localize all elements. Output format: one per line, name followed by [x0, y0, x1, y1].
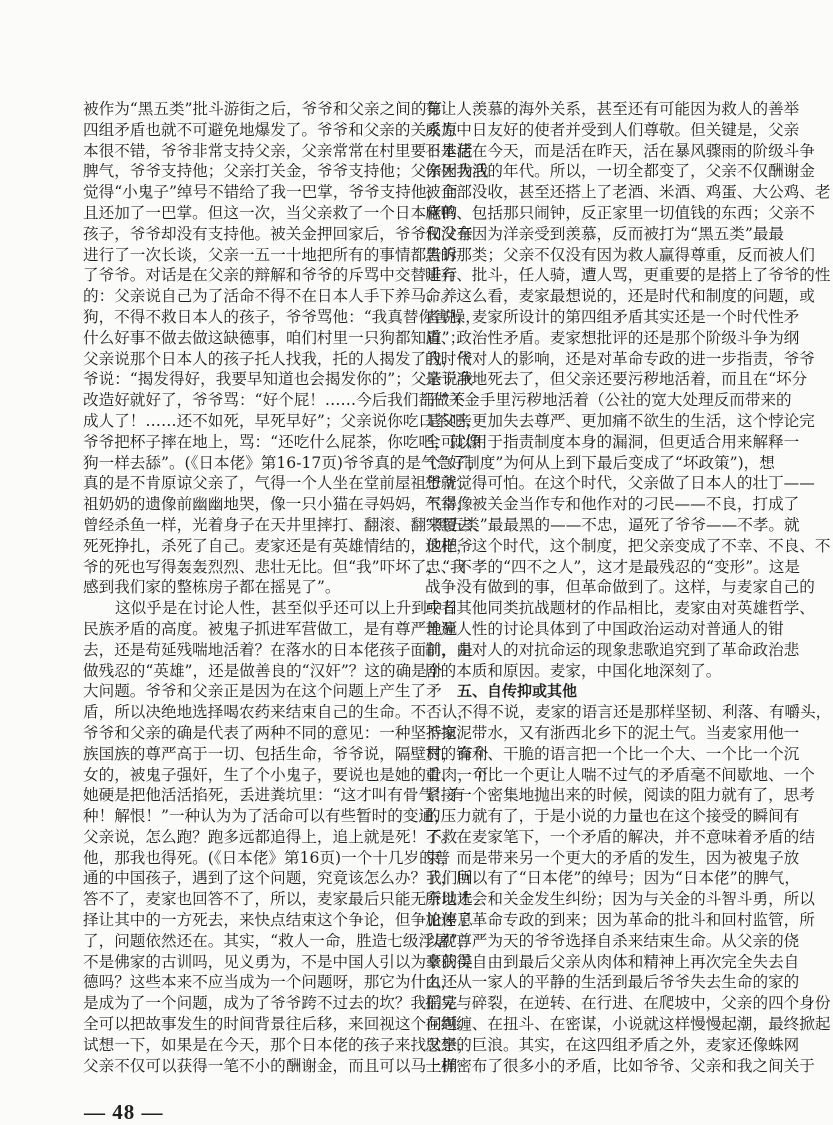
text-line: 个“好制度”为何从上到下最后变成了“坏政策”)，想	[425, 453, 775, 472]
text-line: 全可以把故事发生的时间背景往后移，来回视这个问题。	[83, 1015, 473, 1034]
text-line: 不得不说，麦家的语言还是那样坚韧、利落、有嚼头，	[457, 703, 832, 722]
text-line: 大问题。爷爷和父亲正是因为在这个问题上产生了矛	[83, 682, 442, 701]
text-line: 这样，这个时代，这个制度，把父亲变成了不幸、不良、不	[425, 536, 831, 555]
text-line: 真的是不肯原谅父亲了，气得一个人坐在堂前屋祖爷爷、	[83, 474, 473, 493]
text-line: 战争没有做到的事，但革命做到了。这样，与麦家自己的	[425, 578, 815, 597]
text-line: 做残忍的“英雄”，还是做善良的“汉奸”？这的确是个	[83, 661, 443, 680]
text-line: 麻鸭、包括那只闹钟，反正家里一切值钱的东西；父亲不	[425, 203, 815, 222]
text-line: 族国族的尊严高于一切、包括生命，爷爷说，隔壁村，有个	[83, 744, 489, 763]
text-line: 命。这么看，麦家最想说的，还是时代和制度的问题，或	[425, 287, 815, 306]
right-text-column	[425, 99, 832, 1076]
text-line: 不幸，被关金当作专和他作对的刁民——不良，打成了	[425, 495, 800, 514]
text-line: 答不了，麦家也回答不了，所以，麦家最后只能无奈地选	[83, 890, 473, 909]
text-line: 加速了革命专政的到来；因为革命的批斗和回村监管，所	[425, 911, 815, 930]
text-line: 束，而是带来另一个更大的矛盾的发生，因为被鬼子放	[425, 848, 800, 867]
text-line: 了，所以有了“日本佬”的绰号；因为“日本佬”的脾气，	[425, 869, 800, 888]
text-line: 什么好事不做去做这缺德事，咱们村里一只狗都知道”；	[83, 328, 466, 347]
text-line: 了，问题依然还在。其实，“救人一命，胜造七级浮屠”，	[83, 931, 474, 950]
text-line: 不是活在今天，而是活在昨天，活在暴风骤雨的阶级斗争	[425, 141, 815, 160]
text-line: 本很不错，爷爷非常支持父亲，父亲常常在村里要日本佬	[83, 141, 473, 160]
text-line: 爷爷和父亲的确是代表了两种不同的意见：一种坚持家	[83, 723, 458, 742]
text-line: 或者其他同类抗战题材的作品相比，麦家由对英雄哲学、	[425, 599, 815, 618]
text-line: 想就觉得可怕。在这个时代，父亲做了日本人的壮丁——	[425, 474, 815, 493]
text-line: 试想一下，如果是在今天，那个日本佬的孩子来找父亲，	[83, 1035, 473, 1054]
text-line: 种！解恨！”一种认为为了活命可以有些暂时的变通，	[83, 807, 450, 826]
text-line: 这似乎是在讨论人性，甚至似乎还可以上升到中日	[115, 599, 459, 618]
text-line: 改造好就好了，爷爷骂：“好个屁！……今后我们都做不	[83, 391, 466, 410]
page-number: — 48 —	[84, 1100, 164, 1124]
paragraph	[425, 99, 831, 681]
paragraph	[83, 598, 489, 1076]
text-line: 黑的那类；父亲不仅没有因为救人赢得尊重，反而被人们	[425, 245, 815, 264]
text-line: 子”关金手里污秽地活着（公社的宽大处理反而带来的	[425, 391, 792, 410]
text-line: 德吗？这些本来不应当成为一个问题呀，那它为什么还	[83, 973, 458, 992]
text-line: 死死挣扎，杀死了自己。麦家还是有英雄情结的，他把爷	[83, 536, 473, 555]
text-line: 是成为了一个问题，成为了爷爷跨不过去的坎？我们完	[83, 994, 458, 1013]
text-line: 摇晃与碎裂，在逆转、在行进、在爬坡中，父亲的四个身份	[425, 994, 831, 1013]
text-line: 你死我活的年代。所以，一切全都变了，父亲不仅酬谢金	[425, 162, 815, 181]
paragraph	[425, 702, 832, 1076]
text-line: 四组矛盾也就不可避免地爆发了。爷爷和父亲的关系原	[83, 120, 458, 139]
text-line: “黑五类”最最黑的——不忠，逼死了爷爷——不孝。就	[425, 515, 800, 534]
text-line: 盾、政治性矛盾。麦家想批评的还是那个阶级斗争为纲	[425, 328, 800, 347]
text-line: 是干净地死去了，但父亲还要污秽地活着，而且在“坏分	[425, 370, 808, 389]
text-line: 父亲说，怎么跑？跑多远都追得上，追上就是死！不救	[83, 827, 458, 846]
text-line: 幸获得自由到最后父亲从肉体和精神上再次完全失去自	[425, 952, 800, 971]
text-line: 父亲说那个日本人的孩子托人找我，托的人揭发了我，爷	[83, 349, 473, 368]
text-line: 的压力就有了，于是小说的力量也在这个接受的瞬间有	[425, 807, 800, 826]
text-line: 通的中国孩子，遇到了这个问题，究竟该怎么办？我们回	[83, 869, 473, 888]
text-line: 不是佛家的古训吗，见义勇为，不是中国人引以为豪的美	[83, 952, 473, 971]
text-line: 普遍人性的讨论具体到了中国政治运动对普通人的钳	[425, 619, 784, 638]
text-line: 是父亲更加失去尊严、更加痛不欲生的生活，这个悖论完	[425, 411, 815, 430]
text-line: 爷爷把杯子摔在地上，骂：“还吃什么屁茶，你吃吧，就像	[83, 432, 481, 451]
text-line: 紧接一个密集地抛出来的时候，阅读的阻力就有了，思考	[425, 786, 815, 805]
text-line: 制，由对人的对抗命运的现象悲歌追究到了革命政治悲	[425, 640, 800, 659]
text-line: 了。在麦家笔下，一个矛盾的解决，并不意味着矛盾的结	[425, 827, 815, 846]
text-line: 的：父亲说自己为了活命不得不在日本人手下养马、养	[83, 287, 458, 306]
text-line: 她硬是把他活活掐死，丢进粪坑里：“这才叫有骨气！有	[83, 786, 466, 805]
text-line: 觉得“小鬼子”绰号不错给了我一巴掌，爷爷支持他，而	[83, 183, 458, 202]
text-line: 有让人羡慕的海外关系，甚至还有可能因为救人的善举	[425, 100, 800, 118]
text-line: 以视尊严为天的爷爷选择自杀来结束生命。从父亲的侥	[425, 931, 800, 950]
text-line: 的时代对人的影响，还是对革命专政的进一步指责，爷爷	[425, 349, 815, 368]
text-line: 者说，麦家所设计的第四组矛盾其实还是一个时代性矛	[425, 307, 800, 326]
text-line: 贯的锋利、干脆的语言把一个比一个大、一个比一个沉	[425, 744, 800, 763]
text-line: 祖奶奶的遗像前幽幽地哭，像一只小猫在寻妈妈，气得像	[83, 495, 473, 514]
text-line: 剧的本质和原因。麦家，中国化地深刻了。	[425, 661, 722, 680]
text-line: 父亲不仅可以获得一笔不小的酬谢金，而且可以马上拥	[83, 1056, 458, 1075]
text-line: 不拖泥带水，又有浙西北乡下的泥土气。当麦家用他一	[425, 723, 800, 742]
text-line: 女的，被鬼子强奸，生了个小鬼子，要说也是她的骨肉，可	[83, 765, 489, 784]
text-line: 由，从一家人的平静的生活到最后爷爷失去生命的家的	[425, 973, 800, 992]
text-line: 所以才会和关金发生纠纷；因为与关金的斗智斗勇，所以	[425, 890, 815, 909]
text-line: 狗，不得不救日本人的孩子，爷爷骂他：“我真替你害臊，	[83, 307, 481, 326]
text-line: 去，还是苟延残喘地活着？在落水的日本佬孩子面前，是	[83, 640, 473, 659]
text-line: 感到我们家的整栋房子都在摇晃了”。	[83, 578, 341, 597]
text-line: 爷的死也写得轰轰烈烈、悲壮无比。但“我”吓坏了，“我	[83, 557, 466, 576]
left-text-column	[83, 99, 489, 1076]
text-line: 进行了一次长谈，父亲一五一十地把所有的事情都告诉	[83, 245, 458, 264]
text-line: 盾，所以决绝地选择喝农药来结束自己的生命。不否认，	[83, 703, 473, 722]
text-line: 他，那我也得死。(《日本佬》第16页)一个十几岁的普	[83, 848, 451, 867]
text-line: 成为中日友好的使者并受到人们尊敬。但关键是，父亲	[425, 120, 800, 139]
section-heading	[425, 681, 755, 702]
text-line: 脾气，爷爷支持他；父亲打关金，爷爷支持他；父亲因为我	[83, 162, 489, 181]
text-line: 五、自传抑或其他	[457, 682, 578, 701]
paragraph	[83, 99, 489, 598]
text-line: 一样密布了很多小的矛盾，比如爷爷、父亲和我之间关于	[425, 1056, 815, 1075]
text-line: 民族矛盾的高度。被鬼子抓进军营做工，是有尊严地死	[83, 619, 458, 638]
text-line: 成人了！……还不如死，早死早好”；父亲说你吃口茶吧，	[83, 411, 481, 430]
text-line: 思想的巨浪。其实，在这四组矛盾之外，麦家还像蛛网	[425, 1035, 800, 1054]
text-line: 被全部没收，甚至还搭上了老酒、米酒、鸡蛋、大公鸡、老	[425, 183, 831, 202]
text-line: 唾弃、批斗，任人骑，遭人骂，更重要的是搭上了爷爷的性	[425, 266, 831, 285]
text-line: 择让其中的一方死去，来快点结束这个争论，但争论停息	[83, 911, 473, 930]
text-line: 曾经杀鱼一样，光着身子在天井里摔打、翻滚、翻来覆去、	[83, 515, 489, 534]
text-line: 且还加了一巴掌。但这一次，当父亲救了一个日本佬的	[83, 203, 458, 222]
text-line: 孩子，爷爷却没有支持他。被关金押回家后，爷爷和父亲	[83, 224, 473, 243]
text-line: 被作为“黑五类”批斗游街之后，爷爷和父亲之间的第	[83, 100, 443, 118]
text-line: 爷说：“揭发得好，我要早知道也会揭发你的”；父亲说我	[83, 370, 474, 389]
text-line: 重、一个比一个更让人喘不过气的矛盾毫不间歇地、一个	[425, 765, 815, 784]
text-line: 忠、不孝的“四不之人”，这才是最残忍的“变形”。这是	[425, 557, 800, 576]
text-line: 全可以用于指责制度本身的漏洞，但更适合用来解释一	[425, 432, 800, 451]
text-line: 狗一样去舔”。(《日本佬》第16-17页)爷爷真的是气急了，	[83, 453, 484, 472]
text-line: 在纠缠、在扭斗、在密谋，小说就这样慢慢起潮，最终掀起	[425, 1015, 831, 1034]
text-line: 了爷爷。对话是在父亲的辩解和爷爷的斥骂中交替进行	[83, 266, 458, 285]
text-line: 仅没有因为洋亲受到羡慕，反而被打为“黑五类”最最	[425, 224, 785, 243]
